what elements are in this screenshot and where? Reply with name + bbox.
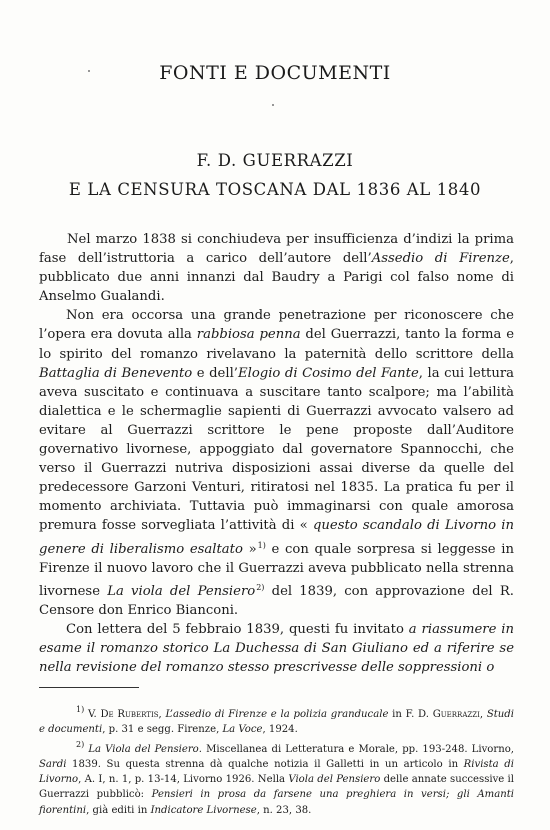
paragraph-1 (39, 230, 514, 306)
footnote-divider (39, 687, 139, 688)
footnote-ref-2: 2) (256, 582, 265, 592)
paragraph-2 (39, 306, 514, 620)
italic-title: La viola del Pensiero (107, 583, 256, 599)
italic-quote: a riassumere in esame il romanzo storico La Duchessa di San Giuliano ed a riferire se nella revisione del romanzo stesso prescrivesse delle soppressioni o (39, 621, 514, 676)
italic-title: Indicatore Livornese (150, 804, 257, 816)
text-run: » (242, 541, 257, 557)
text-run: Nel marzo 1838 si conchiudeva per insufficienza d’indizi la prima fase dell’istruttoria a carico dell’autore dell’ (39, 232, 514, 267)
text-run: , (479, 709, 487, 720)
text-run: 1839. Su questa strenna dà qualche notizia il Galletti in un articolo in (66, 759, 464, 771)
text-run: , la cui lettura aveva suscitato e continuava a suscitare tanto scalpore; ma l’abilità dialettica e le schermaglie sapienti di Guerrazzi avvocato valsero ad evitare al Guerrazzi scrittore le pene proposte dall’Auditore governativo livornese, appoggiato dal governatore Spannocchi, che verso il Guerrazzi nutriva disposizioni assai diverse da quelle del predecessore Garzoni Venturi, ritiratosi nel 1835. La pratica fu per il momento archiviata. Tuttavia può immaginarsi con quale amorosa premura fosse sorvegliata l’attività di « (39, 365, 515, 534)
text-run: , p. 31 e segg. Firenze, (102, 724, 223, 736)
text-run: V. (84, 709, 101, 720)
article-title (0, 146, 550, 204)
footnotes (39, 702, 514, 818)
text-run: . Miscellanea di Letteratura e Morale, pp. 193-248. Livorno, (198, 744, 514, 756)
italic-title: Elogio di Cosimo del Fante (237, 365, 419, 381)
italic-title: Assedio di Firenze (371, 251, 510, 267)
author-name: Guerrazzi (432, 709, 480, 720)
footnote-ref-1: 1) (257, 540, 266, 550)
text-run: , pubblicato due anni innanzi dal Baudry a Parigi col falso nome di Anselmo Gualandi. (39, 251, 514, 305)
text-run: , n. 23, 38. (256, 804, 312, 816)
text-run: delle annate successive il Guerrazzi pubblicò: (39, 774, 515, 801)
italic-title: La Viola del Pensiero (88, 744, 199, 756)
text-run: , 1924. (262, 724, 298, 736)
text-run: , A. I, n. 1, p. 13-14, Livorno 1926. Nella (78, 774, 289, 786)
article-title-line-2: E LA CENSURA TOSCANA DAL 1836 AL 1840 (68, 180, 482, 199)
body-text (39, 230, 514, 677)
text-run: del 1839, con approvazione del R. Censore don Enrico Bianconi. (39, 583, 514, 618)
text-run: in F. D. (388, 709, 433, 720)
italic-phrase: rabbiosa penna (196, 327, 301, 343)
paragraph-3 (39, 620, 514, 677)
italic-title: Viola del Pensiero (288, 774, 381, 786)
italic-title: La Voce (222, 724, 263, 736)
italic-title: Pensieri in prosa da farsene una preghiera in versi; gli Amanti fiorentini (39, 789, 515, 816)
text-run: del Guerrazzi, tanto la forma e lo spirito del romanzo rivelavano la paternità dello scrittore della (39, 327, 514, 362)
italic-quote: questo scandalo di Livorno in genere di liberalismo esaltato (39, 518, 514, 557)
text-run: e dell’ (192, 365, 238, 381)
footnote-number: 1) (76, 705, 85, 714)
italic-title: Rivista di Livorno (39, 759, 514, 786)
italic-title: Sardi (39, 759, 67, 771)
italic-title: L’assedio di Firenze e la polizia granducale (165, 709, 389, 720)
article-title-line-1: F. D. GUERRAZZI (196, 151, 354, 170)
footnote-1 (39, 702, 514, 737)
section-title: FONTI E DOCUMENTI (159, 62, 391, 84)
italic-title: Battaglia di Benevento (39, 365, 193, 381)
text-run: , già editi in (86, 804, 151, 816)
text-run: , (158, 709, 166, 720)
footnote-number: 2) (76, 740, 85, 750)
text-run: e con quale sorpresa si leggesse in Firenze il nuovo lavoro che il Guerrazzi aveva pubblicato nella strenna livornese (39, 541, 514, 599)
footnote-2 (39, 737, 514, 817)
italic-title: Studi e documenti (39, 709, 514, 736)
author-name: De Rubertis (100, 709, 159, 720)
text-run: Non era occorsa una grande penetrazione per riconoscere che l’opera era dovuta alla (39, 308, 514, 343)
print-speck (272, 104, 274, 106)
text-run: Con lettera del 5 febbraio 1839, questi fu invitato (66, 621, 409, 637)
